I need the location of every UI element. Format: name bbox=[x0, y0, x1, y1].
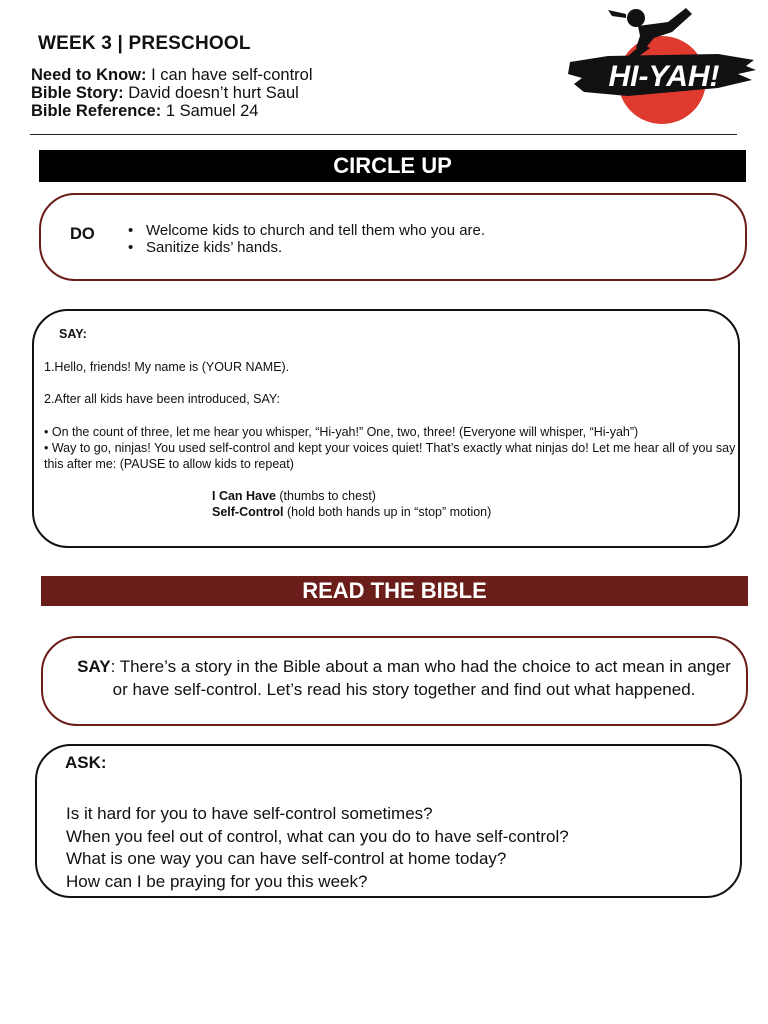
do-label: DO bbox=[70, 225, 95, 243]
header-divider bbox=[30, 134, 737, 135]
bible-reference: Bible Reference: 1 Samuel 24 bbox=[31, 102, 259, 120]
logo-text: HI-YAH! bbox=[608, 60, 720, 93]
list-item: Is it hard for you to have self-control sometimes? bbox=[66, 804, 433, 823]
motion-line: Self-Control (hold both hands up in “stop” motion) bbox=[212, 505, 492, 519]
motion-line: I Can Have (thumbs to chest) bbox=[212, 489, 376, 503]
read-the-bible-banner: READ THE BIBLE bbox=[41, 576, 748, 606]
say-line: 1.Hello, friends! My name is (YOUR NAME). bbox=[44, 360, 290, 374]
bible-story: Bible Story: David doesn’t hurt Saul bbox=[31, 84, 299, 102]
hi-yah-logo bbox=[568, 4, 758, 126]
list-item: How can I be praying for you this week? bbox=[66, 872, 368, 892]
say-bullet: • Way to go, ninjas! You used self-control and kept your voices quiet! That’s exactly what ninjas do! Let me hear all of you say this after me: (PAUSE to allow kids to repeat) bbox=[44, 441, 736, 471]
week-title: WEEK 3 | PRESCHOOL bbox=[38, 33, 251, 54]
say-paragraph: SAY: There’s a story in the Bible about a man who had the choice to act mean in anger or have self-control. Let’s read his story together and find out what happened. bbox=[77, 657, 731, 699]
circle-up-banner: CIRCLE UP bbox=[39, 150, 746, 182]
list-item: • Sanitize kids’ hands. bbox=[146, 239, 485, 256]
list-item: When you feel out of control, what can you do to have self-control? bbox=[66, 826, 569, 846]
lesson-info bbox=[31, 66, 313, 120]
say-line: 2.After all kids have been introduced, SAY: bbox=[44, 392, 281, 406]
say-label: SAY: bbox=[59, 327, 87, 341]
list-item: • Welcome kids to church and tell them who you are. bbox=[146, 222, 485, 239]
list-item: What is one way you can have self-control at home today? bbox=[66, 849, 507, 869]
do-list bbox=[146, 222, 485, 256]
ask-label: ASK: bbox=[65, 753, 107, 772]
need-to-know: Need to Know: I can have self-control bbox=[31, 66, 313, 84]
ask-list bbox=[66, 803, 569, 894]
say-bullet: • On the count of three, let me hear you whisper, “Hi-yah!” One, two, three! (Everyone will whisper, “Hi-yah”) bbox=[44, 425, 639, 439]
